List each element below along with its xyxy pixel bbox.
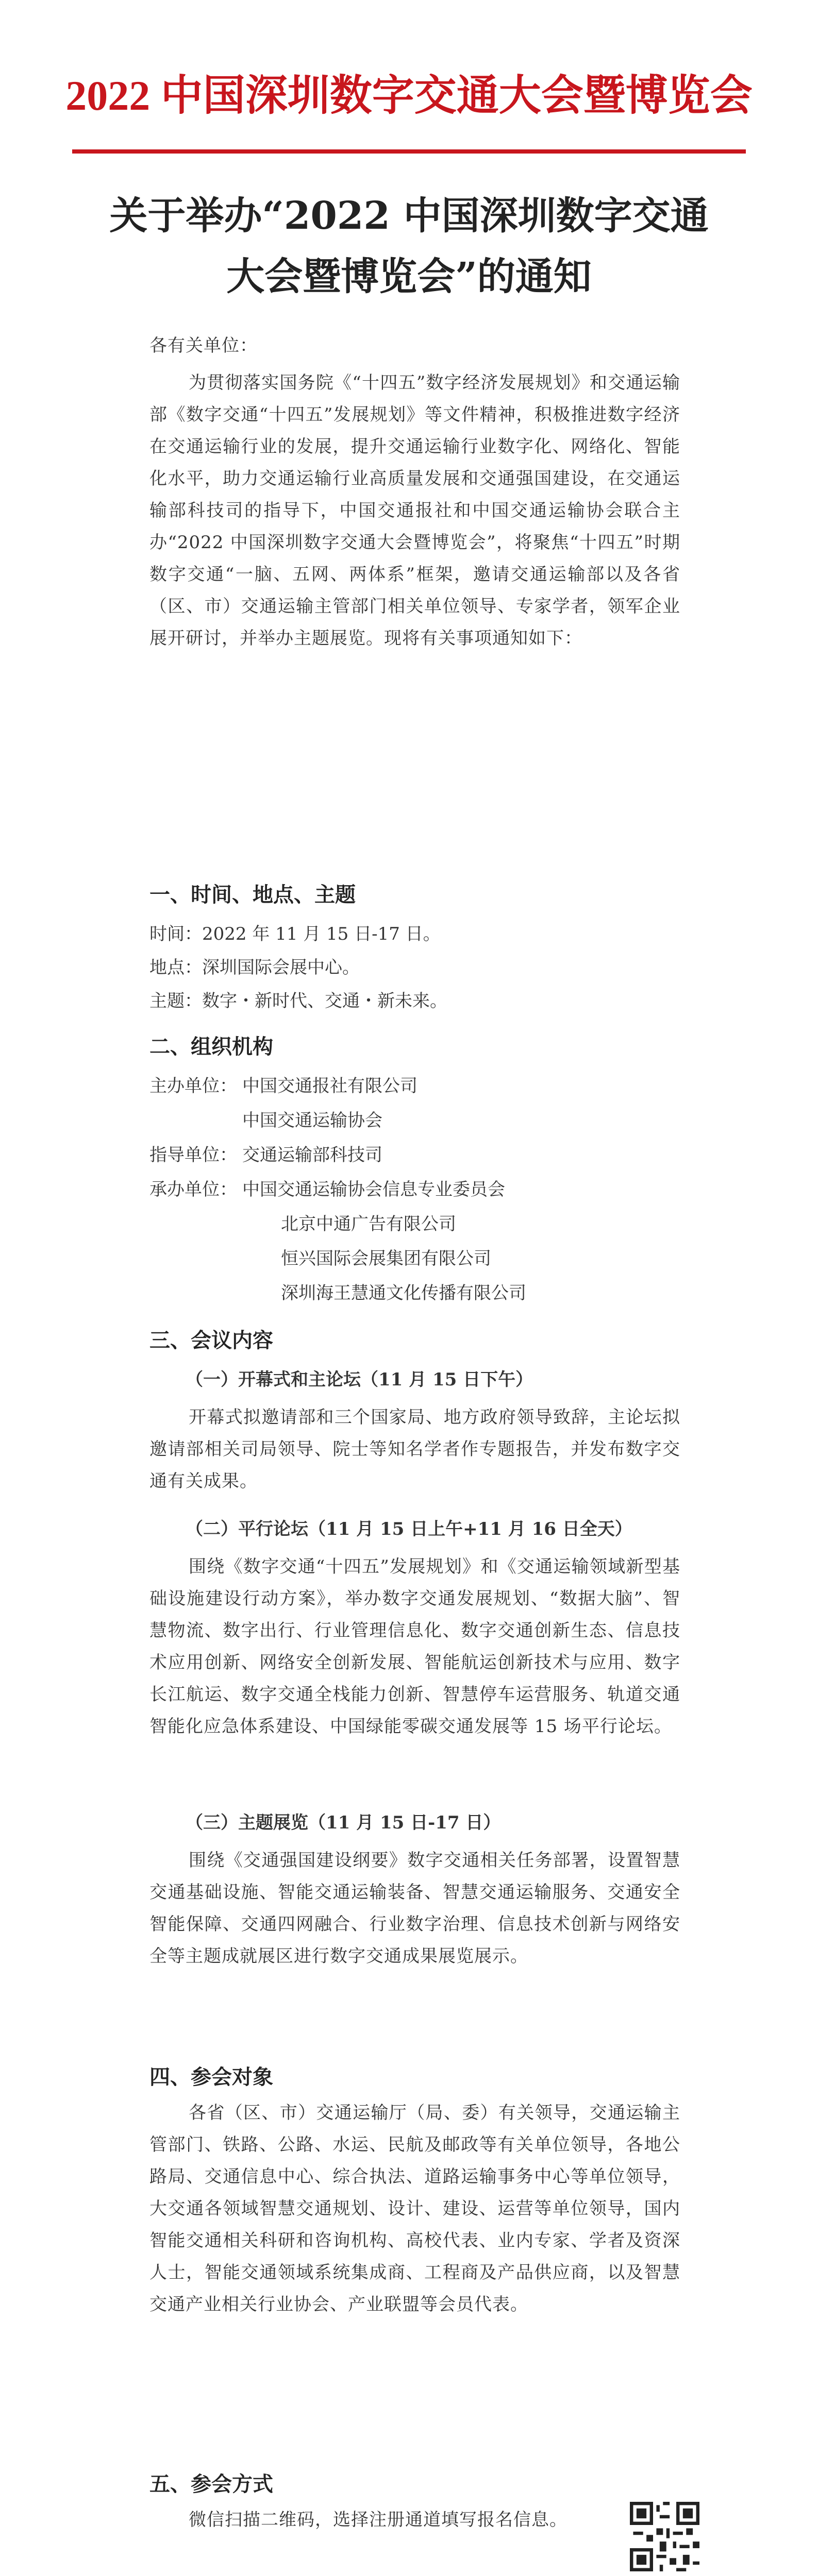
opening-paragraph: 开幕式拟邀请部和三个国家局、地方政府领导致辞，主论坛拟邀请部相关司局领导、院士等知名学者作专题报告，并发布数字交通有关成果。 bbox=[149, 1407, 680, 1492]
banner-title: 2022 中国深圳数字交通大会暨博览会 bbox=[65, 72, 753, 119]
organizer-4: 深圳海王慧通文化传播有限公司 bbox=[281, 1283, 526, 1303]
notice-title-line1: 关于举办“2022 中国深圳数字交通 bbox=[109, 194, 709, 238]
organizer-2: 北京中通广告有限公司 bbox=[281, 1214, 456, 1234]
organizer-1: 中国交通运输协会信息专业委员会 bbox=[242, 1179, 505, 1200]
attendees-paragraph: 各省（区、市）交通运输厅（局、委）有关领导，交通运输主管部门、铁路、公路、水运、民航及邮政等有关单位领导，各地公路局、交通信息中心、综合执法、道路运输事务中心等单位领导，大交通各领域智慧交通规划、设计、建设、运营等单位领导，国内智能交通相关科研和咨询机构、高校代表、业内专家、学者及资深人士，智能交通领域系统集成商、工程商及产品供应商，以及智慧交通产业相关行业协会、产业联盟等会员代表。 bbox=[149, 2103, 680, 2315]
notice-title bbox=[0, 185, 818, 307]
event-time: 时间：2022 年 11 月 15 日-17 日。 bbox=[149, 924, 441, 944]
section1-heading: 一、时间、地点、主题 bbox=[149, 883, 356, 907]
section2-heading: 二、组织机构 bbox=[149, 1035, 273, 1059]
section3-heading: 三、会议内容 bbox=[149, 1328, 273, 1352]
organizer-label: 承办单位： bbox=[149, 1179, 237, 1200]
parallel-forums-paragraph: 围绕《数字交通“十四五”发展规划》和《交通运输领域新型基础设施建设行动方案》，举办数字交通发展规划、“数据大脑”、智慧物流、数字出行、行业管理信息化、数字交通创新生态、信息技术应用创新、网络安全创新发展、智能航运创新技术与应用、数字长江航运、数字交通全栈能力创新、智慧停车运营服务、轨道交通智能化应急体系建设、中国绿能零碳交通发展等 15 场平行论坛。 bbox=[149, 1556, 680, 1737]
section5-heading: 五、参会方式 bbox=[149, 2472, 273, 2496]
event-theme: 主题：数字・新时代、交通・新未来。 bbox=[149, 991, 447, 1011]
registration-qr-code[interactable] bbox=[630, 2502, 699, 2571]
banner-divider bbox=[72, 149, 746, 154]
subsection-parallel-forums: （二）平行论坛（11 月 15 日上午+11 月 16 日全天） bbox=[186, 1519, 632, 1539]
intro-paragraph: 为贯彻落实国务院《“十四五”数字经济发展规划》和交通运输部《数字交通“十四五”发展规划》等文件精神，积极推进数字经济在交通运输行业的发展，提升交通运输行业数字化、网络化、智能化水平，助力交通运输行业高质量发展和交通强国建设，在交通运输部科技司的指导下，中国交通报社和中国交通运输协会联合主办“2022 中国深圳数字交通大会暨博览会”，将聚焦“十四五”时期数字交通“一脑、五网、两体系”框架，邀请交通运输部以及各省（区、市）交通运输主管部门相关单位领导、专家学者，领军企业展开研讨，并举办主题展览。现将有关事项通知如下： bbox=[149, 372, 680, 649]
host-2: 中国交通运输协会 bbox=[242, 1110, 382, 1131]
organizer-3: 恒兴国际会展集团有限公司 bbox=[281, 1248, 491, 1269]
exhibition-paragraph: 围绕《交通强国建设纲要》数字交通相关任务部署，设置智慧交通基础设施、智能交通运输装备、智慧交通运输服务、交通安全智能保障、交通四网融合、行业数字治理、信息技术创新与网络安全等主题成就展区进行数字交通成果展览展示。 bbox=[149, 1850, 680, 1967]
registration-paragraph: 微信扫描二维码，选择注册通道填写报名信息。 bbox=[189, 2510, 567, 2530]
guide-unit: 交通运输部科技司 bbox=[242, 1145, 382, 1165]
host-1: 中国交通报社有限公司 bbox=[242, 1076, 418, 1096]
host-label: 主办单位： bbox=[149, 1076, 237, 1096]
subsection-exhibition: （三）主题展览（11 月 15 日-17 日） bbox=[186, 1812, 501, 1833]
salutation: 各有关单位： bbox=[149, 335, 258, 356]
event-place: 地点：深圳国际会展中心。 bbox=[149, 957, 360, 978]
section4-heading: 四、参会对象 bbox=[149, 2065, 273, 2089]
notice-title-line2: 大会暨博览会”的通知 bbox=[226, 255, 592, 299]
guide-label: 指导单位： bbox=[149, 1145, 237, 1165]
subsection-opening: （一）开幕式和主论坛（11 月 15 日下午） bbox=[186, 1369, 533, 1390]
